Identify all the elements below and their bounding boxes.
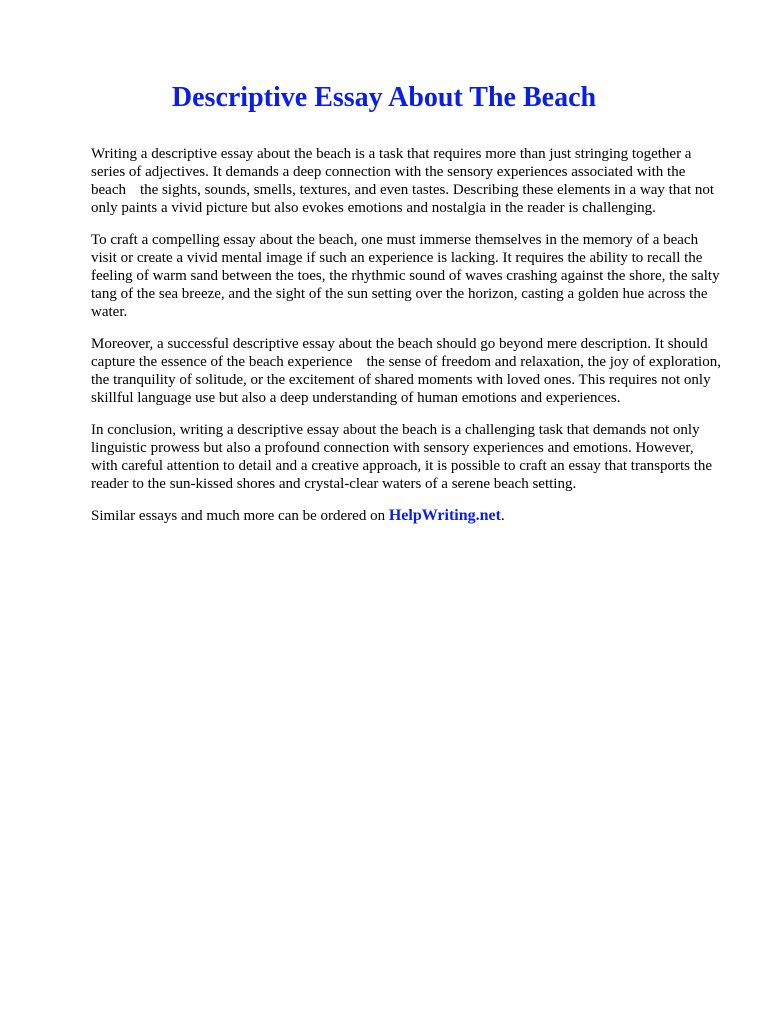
footer-line bbox=[91, 507, 723, 525]
paragraph-1 bbox=[91, 145, 723, 217]
paragraph-4: In conclusion, writing a descriptive essay about the beach is a challenging task that demands not only linguistic prowess but also a profound connection with sensory experiences and emotions. However, with careful attention to detail and a creative approach, it is possible to craft an essay that transports the reader to the sun-kissed shores and crystal-clear waters of a serene beach setting. bbox=[91, 422, 713, 492]
document-body bbox=[91, 145, 723, 539]
paragraph-1-part-1: Writing a descriptive essay about the beach is a task that requires more than just stringing together a series of adjectives. It demands a deep connection with the sensory experiences associated with the beach bbox=[91, 146, 692, 198]
helpwriting-link[interactable]: HelpWriting.net bbox=[388, 507, 501, 524]
paragraph-1-part-2: the sights, sounds, smells, textures, and even tastes. Describing these elements in a way that not only paints a vivid picture but also evokes emotions and nostalgia in the reader is challenging. bbox=[91, 182, 715, 216]
footer-prefix: Similar essays and much more can be ordered on bbox=[91, 508, 386, 524]
paragraph-3-part-2: the sense of freedom and relaxation, the joy of exploration, the tranquility of solitude, or the excitement of shared moments with loved ones. This requires not only skillful language use but also a deep understanding of human emotions and experiences. bbox=[91, 354, 721, 406]
paragraph-3-part-1: Moreover, a successful descriptive essay about the beach should go beyond mere description. It should capture the essence of the beach experience bbox=[91, 336, 708, 370]
document-title: Descriptive Essay About The Beach bbox=[171, 82, 597, 113]
paragraph-2: To craft a compelling essay about the beach, one must immerse themselves in the memory of a beach visit or create a vivid mental image if such an experience is lacking. It requires the ability to recall the feeling of warm sand between the toes, the rhythmic sound of waves crashing against the shore, the salty tang of the sea breeze, and the sight of the sun setting over the horizon, casting a golden hue across the water. bbox=[91, 232, 720, 320]
footer-suffix: . bbox=[500, 508, 505, 524]
paragraph-3 bbox=[91, 335, 723, 407]
